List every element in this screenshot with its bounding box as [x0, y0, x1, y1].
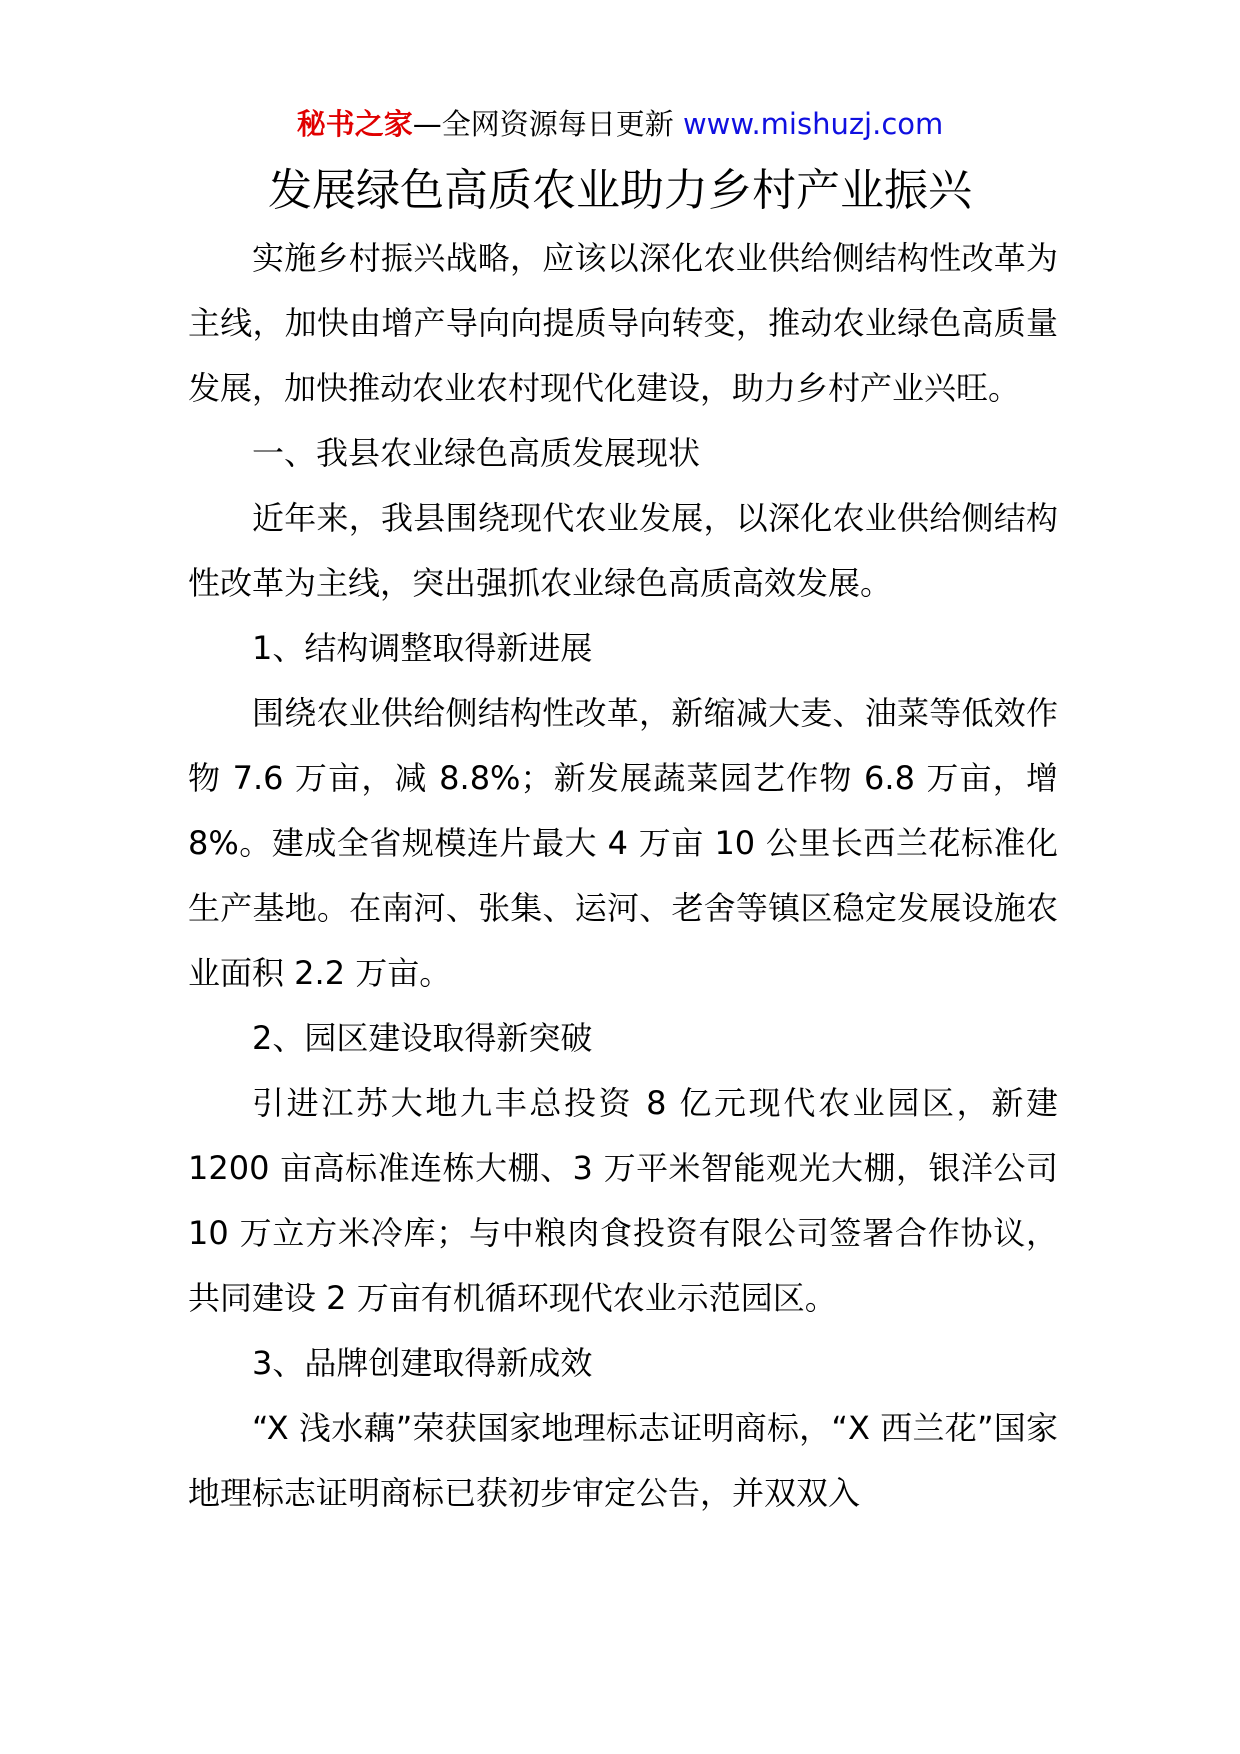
- paragraph-brands: “X 浅水藕”荣获国家地理标志证明商标，“X 西兰花”国家地理标志证明商标已获初步审定公告，并双双入: [188, 1409, 1058, 1512]
- site-url-link[interactable]: www.mishuzj.com: [682, 107, 944, 141]
- paragraph-structure: 围绕农业供给侧结构性改革，新缩减大麦、油菜等低效作物 7.6 万亩，减 8.8%；新发展蔬菜园艺作物 6.8 万亩，增 8%。建成全省规模连片最大 4 万亩 10 公里长西兰花标准化生产基地。在南河、张集、运河、老舍等镇区稳定发展设施农业面积 2.2 万亩。: [188, 694, 1058, 992]
- brand-name: 秘书之家: [296, 107, 413, 141]
- header-tagline: —全网资源每日更新: [412, 107, 674, 141]
- subheading-brands: 3、品牌创建取得新成效: [252, 1344, 593, 1382]
- paragraph-parks: 引进江苏大地九丰总投资 8 亿元现代农业园区，新建 1200 亩高标准连栋大棚、3 万平米智能观光大棚，银洋公司 10 万立方米冷库；与中粮肉食投资有限公司签署合作协议，共同建设 2 万亩有机循环现代农业示范园区。: [188, 1084, 1058, 1317]
- subheading-structure: 1、结构调整取得新进展: [252, 629, 593, 667]
- subheading-parks: 2、园区建设取得新突破: [252, 1019, 593, 1057]
- site-header: [0, 100, 1240, 148]
- section-heading-1: 一、我县农业绿色高质发展现状: [252, 434, 701, 472]
- document-title: 发展绿色高质农业助力乡村产业振兴: [268, 165, 972, 216]
- document-body: [188, 226, 1058, 1526]
- paragraph-intro: 实施乡村振兴战略，应该以深化农业供给侧结构性改革为主线，加快由增产导向向提质导向转变，推动农业绿色高质量发展，加快推动农业农村现代化建设，助力乡村产业兴旺。: [188, 239, 1058, 407]
- paragraph-overview: 近年来，我县围绕现代农业发展，以深化农业供给侧结构性改革为主线，突出强抓农业绿色高质高效发展。: [188, 499, 1058, 602]
